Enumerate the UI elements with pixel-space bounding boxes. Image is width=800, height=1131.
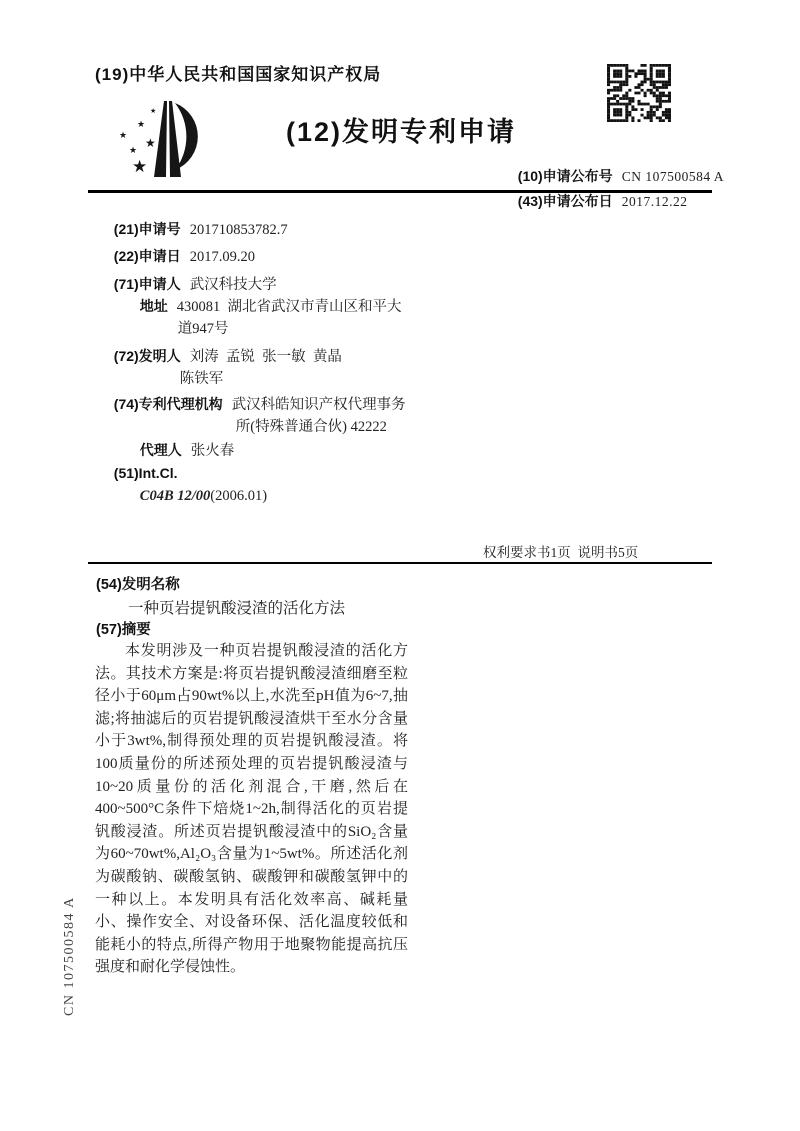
- applicant-value: 武汉科技大学: [189, 277, 277, 293]
- application-date-label: (22)申请日: [113, 248, 181, 264]
- agency-label: (74)专利代理机构: [113, 396, 223, 412]
- star-icon: ★: [137, 119, 146, 129]
- pages-info: 权利要求书1页 说明书5页: [483, 545, 639, 560]
- agency-value-line2: 所(特殊普通合伙) 42222: [235, 419, 387, 435]
- star-icon: ★: [132, 157, 148, 176]
- cnipa-logo-icon: [118, 98, 233, 183]
- pub-number-value: CN 107500584 A: [621, 169, 724, 184]
- qr-code-icon: [607, 64, 671, 127]
- abstract-label: (57)摘要: [96, 622, 151, 638]
- star-icon: ★: [145, 136, 156, 150]
- office-title: (19)中华人民共和国国家知识产权局: [95, 65, 382, 84]
- invention-title-label: (54)发明名称: [96, 577, 180, 593]
- address-label: 地址: [139, 298, 168, 314]
- intcl-value-row: [122, 469, 267, 523]
- section-divider: [88, 562, 712, 564]
- application-date-value: 2017.09.20: [189, 249, 255, 265]
- abstract-text: 本发明涉及一种页岩提钒酸浸渣的活化方法。其技术方案是:将页岩提钒酸浸渣细磨至粒径小于60μm占90wt%以上,水洗至pH值为6~7,抽滤;将抽滤后的页岩提钒酸浸渣烘干至水分含量小于3wt%,制得预处理的页岩提钒酸浸渣。将100质量份的所述预处理的页岩提钒酸浸渣与10~20质量份的活化剂混合,干磨,然后在400~500°C条件下焙烧1~2h,制得活化的页岩提钒酸浸渣。所述页岩提钒酸浸渣中的SiO₂含量为60~70wt%,Al₂O₃含量为1~5wt%。所述活化剂为碳酸钠、碳酸氢钠、碳酸钾和碳酸氢钾中的一种以上。本发明具有活化效率高、碱耗量小、操作安全、对设备环保、活化温度较低和能耗小的特点,所得产物用于地聚物能提高抗压强度和耐化学侵蚀性。: [95, 643, 408, 976]
- application-number-label: (21)申请号: [113, 221, 181, 237]
- pub-number-label: (10)申请公布号: [517, 168, 613, 184]
- pub-date-value: 2017.12.22: [621, 194, 688, 209]
- agency-value-line1: 武汉科皓知识产权代理事务: [231, 397, 406, 413]
- inventors-label: (72)发明人: [113, 348, 181, 364]
- applicant-label: (71)申请人: [113, 276, 181, 292]
- pub-date-row: [500, 173, 687, 229]
- inventors-value-line2: 陈铁军: [179, 371, 224, 387]
- agent-value: 张火春: [190, 443, 235, 459]
- agent-label: 代理人: [139, 442, 182, 458]
- star-icon: ★: [119, 130, 128, 140]
- vertical-pub-number: CN 107500584 A: [62, 896, 77, 1016]
- agency-row-continuation: [218, 397, 387, 454]
- intcl-label: (51)Int.Cl.: [113, 465, 178, 481]
- intcl-class: C04B 12/00: [139, 488, 211, 504]
- intcl-edition: (2006.01): [210, 488, 268, 504]
- address-value-line1: 430081 湖北省武汉市青山区和平大: [176, 299, 402, 315]
- pub-date-label: (43)申请公布日: [517, 193, 613, 209]
- star-icon: ★: [150, 108, 157, 115]
- application-number-value: 201710853782.7: [189, 222, 288, 238]
- invention-title: 一种页岩提钒酸浸渣的活化方法: [128, 600, 346, 617]
- address-value-line2: 道947号: [177, 321, 229, 337]
- star-icon: ★: [129, 145, 138, 155]
- inventors-value-line1: 刘涛 孟锐 张一敏 黄晶: [189, 349, 342, 365]
- header-divider: [88, 190, 712, 193]
- doc-type-title: (12)发明专利申请: [286, 117, 517, 147]
